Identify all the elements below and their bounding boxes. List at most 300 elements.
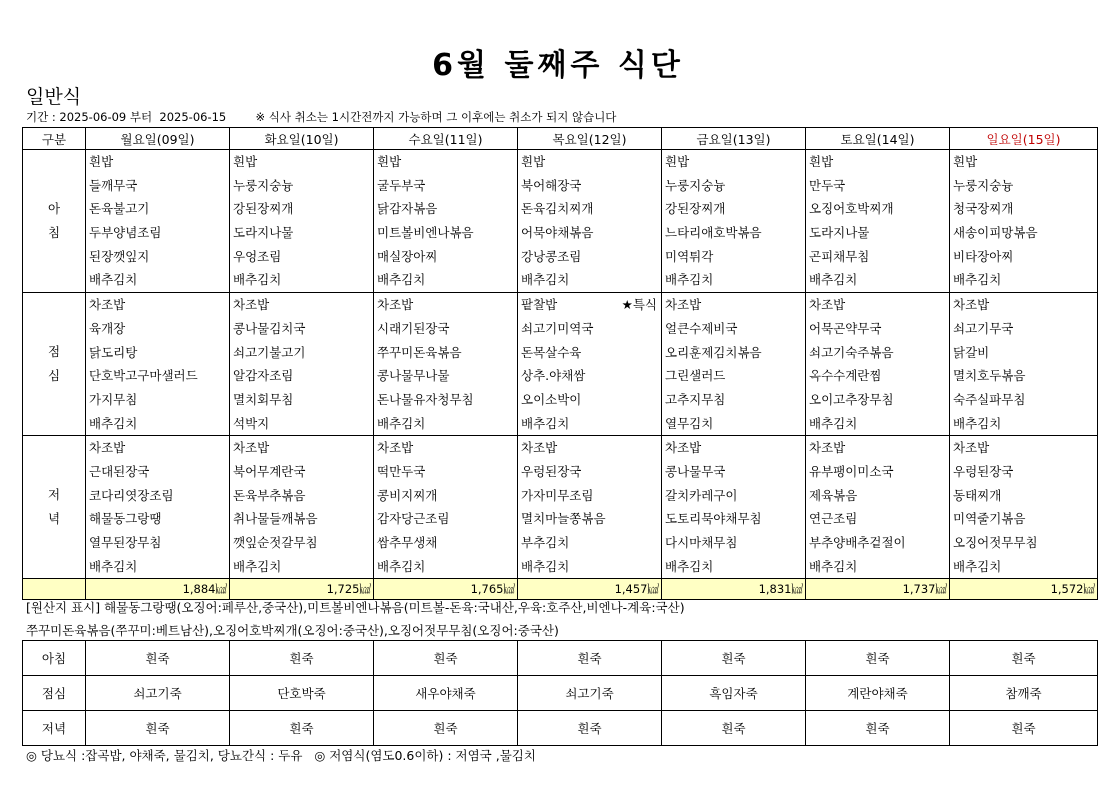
porridge-item: 흰죽 bbox=[374, 711, 518, 746]
menu-item bbox=[662, 555, 805, 579]
menu-item bbox=[806, 341, 949, 365]
porridge-table bbox=[22, 640, 1098, 746]
menu-item-text: 누룽지숭늉 bbox=[953, 177, 1014, 193]
menu-item bbox=[86, 364, 229, 388]
menu-item-text: 콩나물무국 bbox=[665, 463, 726, 479]
menu-item-text: 배추김치 bbox=[665, 272, 714, 288]
menu-item-text: 배추김치 bbox=[809, 272, 858, 288]
menu-item bbox=[950, 245, 1097, 269]
meal-label bbox=[23, 293, 86, 436]
menu-item-text: 배추김치 bbox=[809, 558, 858, 574]
header-day: 화요일(10일) bbox=[230, 128, 374, 150]
porridge-item: 새우야채죽 bbox=[374, 676, 518, 711]
menu-item bbox=[950, 174, 1097, 198]
menu-item bbox=[374, 388, 517, 412]
calorie-value: 1,831㎉ bbox=[662, 579, 806, 600]
menu-cell bbox=[662, 293, 806, 436]
header-day: 수요일(11일) bbox=[374, 128, 518, 150]
menu-item-text: 감자당근조림 bbox=[377, 511, 450, 527]
menu-item-text: 흰밥 bbox=[953, 154, 978, 169]
page-title: 6월 둘째주 식단 bbox=[432, 48, 684, 83]
menu-item bbox=[662, 317, 805, 341]
menu-item bbox=[374, 317, 517, 341]
menu-item-text: 어묵야채볶음 bbox=[521, 225, 594, 241]
menu-item-text: 흰밥 bbox=[89, 154, 114, 169]
menu-item-text: 쇠고기미역국 bbox=[521, 320, 594, 336]
menu-item-text: 다시마채무침 bbox=[665, 535, 738, 550]
menu-item-text: 시래기된장국 bbox=[377, 320, 450, 336]
meal-label bbox=[23, 150, 86, 293]
menu-item-text: 두부양념조림 bbox=[89, 225, 162, 241]
menu-item bbox=[950, 555, 1097, 579]
menu-item bbox=[950, 317, 1097, 341]
menu-item-text: 닭갈비 bbox=[953, 344, 990, 360]
menu-item bbox=[230, 268, 373, 292]
menu-item-text: 오이소박이 bbox=[521, 391, 582, 407]
porridge-meal-label: 점심 bbox=[23, 676, 86, 711]
menu-item bbox=[230, 341, 373, 365]
menu-cell bbox=[518, 436, 662, 579]
menu-item bbox=[662, 412, 805, 436]
menu-item-text: 상추.야채쌈 bbox=[521, 368, 586, 384]
menu-item bbox=[374, 174, 517, 198]
menu-item-text: 차조밥 bbox=[89, 297, 126, 313]
menu-cell bbox=[374, 293, 518, 436]
menu-item bbox=[662, 245, 805, 269]
menu-item-text: 열무된장무침 bbox=[89, 535, 162, 550]
header-day: 목요일(12일) bbox=[518, 128, 662, 150]
menu-item bbox=[230, 150, 373, 174]
menu-item-text: 강된장찌개 bbox=[665, 201, 726, 217]
origin-line-1: [원산지 표시] 해물동그랑땡(오징어:페루산,중국산),미트볼비엔나볶음(미트볼-돈육:국내산,우육:호주산,비엔나-계육:국산) bbox=[26, 600, 685, 615]
period-text: 기간 : 2025-06-09 부터 2025-06-15 bbox=[26, 110, 227, 124]
menu-item bbox=[806, 364, 949, 388]
menu-item-text: 느타리애호박볶음 bbox=[665, 225, 762, 241]
menu-item-text: 콩나물무나물 bbox=[377, 368, 450, 384]
menu-item-text: 배추김치 bbox=[665, 558, 714, 574]
menu-item bbox=[518, 293, 661, 317]
menu-item bbox=[806, 555, 949, 579]
porridge-meal-label: 저녁 bbox=[23, 711, 86, 746]
menu-item-text: 차조밥 bbox=[809, 297, 846, 313]
weekly-menu-table bbox=[22, 127, 1098, 600]
menu-item bbox=[86, 388, 229, 412]
menu-item-text: 알감자조림 bbox=[233, 368, 294, 384]
menu-item-text: 도라지나물 bbox=[233, 225, 294, 241]
menu-item-text: 오징어젓무무침 bbox=[953, 535, 1038, 550]
menu-item-text: 매실장아찌 bbox=[377, 248, 438, 264]
menu-item-text: 흰밥 bbox=[521, 154, 546, 169]
menu-item bbox=[662, 197, 805, 221]
menu-item-text: 돈나물유자청무침 bbox=[377, 391, 474, 407]
menu-item bbox=[662, 388, 805, 412]
menu-item-text: 석박지 bbox=[233, 415, 270, 431]
menu-item bbox=[86, 412, 229, 436]
menu-cell bbox=[230, 436, 374, 579]
menu-item-text: 곤피채무침 bbox=[809, 248, 870, 264]
menu-item bbox=[86, 317, 229, 341]
menu-item bbox=[518, 460, 661, 484]
menu-item-text: 도라지나물 bbox=[809, 225, 870, 241]
menu-item bbox=[374, 150, 517, 174]
menu-item-text: 들깨무국 bbox=[89, 177, 138, 193]
menu-item bbox=[374, 221, 517, 245]
menu-item-text: 쇠고기숙주볶음 bbox=[809, 344, 894, 360]
menu-item bbox=[518, 388, 661, 412]
menu-item bbox=[86, 245, 229, 269]
menu-item bbox=[518, 507, 661, 531]
menu-item bbox=[950, 221, 1097, 245]
meal-row bbox=[23, 150, 1098, 293]
menu-item bbox=[806, 436, 949, 460]
menu-item-text: 청국장찌개 bbox=[953, 201, 1014, 217]
menu-item-text: 미역줄기볶음 bbox=[953, 511, 1026, 527]
menu-item bbox=[806, 174, 949, 198]
menu-cell bbox=[374, 436, 518, 579]
menu-item bbox=[518, 317, 661, 341]
menu-item bbox=[86, 268, 229, 292]
menu-item bbox=[662, 341, 805, 365]
menu-cell bbox=[518, 150, 662, 293]
menu-item-text: 가지무침 bbox=[89, 391, 138, 407]
menu-item bbox=[950, 436, 1097, 460]
menu-item bbox=[374, 412, 517, 436]
menu-item-text: 숙주실파무침 bbox=[953, 391, 1026, 407]
menu-item bbox=[230, 507, 373, 531]
menu-item bbox=[374, 197, 517, 221]
menu-item-text: 콩나물김치국 bbox=[233, 320, 306, 336]
menu-item-text: 흰밥 bbox=[809, 154, 834, 169]
calorie-label bbox=[23, 579, 86, 600]
menu-item-text: 쌈추무생채 bbox=[377, 535, 438, 550]
menu-item bbox=[518, 268, 661, 292]
menu-item-text: 열무김치 bbox=[665, 415, 714, 431]
menu-item bbox=[374, 268, 517, 292]
menu-item-text: 차조밥 bbox=[953, 297, 990, 313]
menu-item bbox=[374, 341, 517, 365]
menu-item-text: 배추김치 bbox=[89, 415, 138, 431]
menu-item-text: 차조밥 bbox=[953, 440, 990, 456]
menu-item-text: 돈목살수육 bbox=[521, 344, 582, 360]
porridge-item: 흰죽 bbox=[950, 711, 1098, 746]
menu-item bbox=[806, 268, 949, 292]
meal-label-char: 점 bbox=[47, 344, 61, 360]
calorie-value: 1,737㎉ bbox=[806, 579, 950, 600]
porridge-item: 흰죽 bbox=[374, 641, 518, 676]
menu-item bbox=[950, 293, 1097, 317]
menu-item bbox=[518, 221, 661, 245]
menu-item bbox=[806, 484, 949, 508]
meal-label bbox=[23, 436, 86, 579]
menu-item bbox=[230, 364, 373, 388]
menu-item bbox=[86, 197, 229, 221]
porridge-item: 흰죽 bbox=[230, 711, 374, 746]
menu-cell bbox=[950, 150, 1098, 293]
menu-item bbox=[662, 150, 805, 174]
porridge-item: 흰죽 bbox=[230, 641, 374, 676]
menu-item bbox=[518, 174, 661, 198]
menu-item bbox=[86, 507, 229, 531]
menu-item-text: 미트볼비엔나볶음 bbox=[377, 225, 474, 241]
menu-cell bbox=[86, 436, 230, 579]
menu-item-text: 배추김치 bbox=[953, 272, 1002, 288]
menu-item-text: 흰밥 bbox=[665, 154, 690, 169]
menu-item bbox=[86, 555, 229, 579]
meal-label-char: 침 bbox=[47, 225, 61, 241]
menu-item bbox=[86, 341, 229, 365]
menu-item-text: 쭈꾸미돈육볶음 bbox=[377, 344, 462, 360]
menu-item-text: 코다리엿장조림 bbox=[89, 487, 174, 503]
menu-item bbox=[950, 364, 1097, 388]
menu-item bbox=[806, 388, 949, 412]
menu-item bbox=[374, 293, 517, 317]
porridge-row bbox=[23, 676, 1098, 711]
menu-item bbox=[86, 460, 229, 484]
menu-item-text: 오징어호박찌개 bbox=[809, 201, 894, 217]
menu-item-text: 배추김치 bbox=[233, 558, 282, 574]
menu-item-text: 흰밥 bbox=[233, 154, 258, 169]
menu-item-text: 미역튀각 bbox=[665, 248, 714, 264]
menu-item bbox=[518, 555, 661, 579]
menu-item-text: 새송이피망볶음 bbox=[953, 225, 1038, 241]
calorie-row bbox=[23, 579, 1098, 600]
menu-item bbox=[662, 364, 805, 388]
menu-cell bbox=[950, 293, 1098, 436]
menu-item-text: 연근조림 bbox=[809, 511, 858, 527]
menu-item-text: 동태찌개 bbox=[953, 487, 1002, 503]
menu-item-text: 팥찰밥 bbox=[521, 297, 558, 313]
menu-item-text: 갈치카레구이 bbox=[665, 487, 738, 503]
menu-item bbox=[230, 484, 373, 508]
menu-item bbox=[86, 436, 229, 460]
menu-type-label: 일반식 bbox=[26, 86, 82, 108]
menu-item bbox=[662, 460, 805, 484]
menu-item-text: 오이고추장무침 bbox=[809, 391, 894, 407]
menu-item-text: 고추지무침 bbox=[665, 391, 726, 407]
menu-item-text: 유부팽이미소국 bbox=[809, 463, 894, 479]
menu-item bbox=[662, 507, 805, 531]
menu-item-text: 가자미무조림 bbox=[521, 487, 594, 503]
menu-item bbox=[950, 460, 1097, 484]
menu-item bbox=[230, 531, 373, 555]
menu-item-text: 멸치회무침 bbox=[233, 391, 294, 407]
menu-item-text: 강된장찌개 bbox=[233, 201, 294, 217]
menu-item bbox=[374, 531, 517, 555]
menu-item bbox=[806, 245, 949, 269]
menu-item-text: 강낭콩조림 bbox=[521, 248, 582, 264]
porridge-row bbox=[23, 641, 1098, 676]
menu-item-text: 부추김치 bbox=[521, 535, 570, 550]
menu-item bbox=[518, 341, 661, 365]
menu-cell bbox=[518, 293, 662, 436]
menu-item-text: 쇠고기무국 bbox=[953, 320, 1014, 336]
menu-cell bbox=[806, 293, 950, 436]
porridge-item: 흰죽 bbox=[662, 641, 806, 676]
menu-item bbox=[950, 412, 1097, 436]
menu-item-text: 배추김치 bbox=[377, 558, 426, 574]
menu-item bbox=[950, 341, 1097, 365]
calorie-value: 1,457㎉ bbox=[518, 579, 662, 600]
menu-item bbox=[806, 507, 949, 531]
menu-item bbox=[86, 484, 229, 508]
menu-item bbox=[374, 555, 517, 579]
porridge-item: 단호박죽 bbox=[230, 676, 374, 711]
calorie-value: 1,725㎉ bbox=[230, 579, 374, 600]
menu-item bbox=[230, 412, 373, 436]
menu-item bbox=[518, 436, 661, 460]
header-row bbox=[23, 128, 1098, 150]
period-line bbox=[26, 109, 616, 125]
menu-item bbox=[806, 221, 949, 245]
menu-item-text: 차조밥 bbox=[233, 440, 270, 456]
menu-cell bbox=[950, 436, 1098, 579]
menu-item-text: 멸치호두볶음 bbox=[953, 368, 1026, 384]
menu-item-text: 차조밥 bbox=[377, 297, 414, 313]
menu-item-text: 배추김치 bbox=[521, 415, 570, 431]
menu-item bbox=[662, 268, 805, 292]
porridge-item: 흑임자죽 bbox=[662, 676, 806, 711]
menu-item-text: 차조밥 bbox=[521, 440, 558, 456]
menu-item bbox=[86, 293, 229, 317]
menu-cell bbox=[806, 150, 950, 293]
menu-item-text: 차조밥 bbox=[89, 440, 126, 456]
menu-item-text: 닭감자볶음 bbox=[377, 201, 438, 217]
porridge-item: 계란야채죽 bbox=[806, 676, 950, 711]
calorie-value: 1,572㎉ bbox=[950, 579, 1098, 600]
menu-item-text: 배추김치 bbox=[953, 558, 1002, 574]
menu-item bbox=[806, 531, 949, 555]
menu-item-text: 돈육김치찌개 bbox=[521, 201, 594, 217]
menu-item bbox=[662, 531, 805, 555]
menu-item-text: 차조밥 bbox=[377, 440, 414, 456]
menu-item-text: 차조밥 bbox=[665, 440, 702, 456]
menu-item-text: 우엉조림 bbox=[233, 248, 282, 264]
menu-item bbox=[374, 436, 517, 460]
menu-item bbox=[518, 484, 661, 508]
menu-item-text: 배추김치 bbox=[521, 558, 570, 574]
cancel-notice: ※ 식사 취소는 1시간전까지 가능하며 그 이후에는 취소가 되지 않습니다 bbox=[255, 110, 617, 124]
menu-item bbox=[518, 150, 661, 174]
menu-item bbox=[950, 197, 1097, 221]
menu-item bbox=[230, 245, 373, 269]
menu-item-text: 누룽지숭늉 bbox=[233, 177, 294, 193]
menu-item bbox=[806, 460, 949, 484]
header-day: 토요일(14일) bbox=[806, 128, 950, 150]
menu-item bbox=[230, 388, 373, 412]
menu-item-text: 된장깻잎지 bbox=[89, 248, 150, 264]
porridge-item: 쇠고기죽 bbox=[86, 676, 230, 711]
menu-item bbox=[230, 174, 373, 198]
menu-item bbox=[230, 317, 373, 341]
menu-item bbox=[374, 364, 517, 388]
menu-item-text: 차조밥 bbox=[233, 297, 270, 313]
menu-item-text: 단호박고구마샐러드 bbox=[89, 368, 198, 384]
porridge-item: 흰죽 bbox=[518, 641, 662, 676]
menu-cell bbox=[230, 293, 374, 436]
menu-item-text: 배추김치 bbox=[953, 415, 1002, 431]
porridge-item: 흰죽 bbox=[662, 711, 806, 746]
menu-item bbox=[518, 364, 661, 388]
porridge-item: 흰죽 bbox=[950, 641, 1098, 676]
menu-item-text: 배추김치 bbox=[521, 272, 570, 288]
menu-item-text: 우렁된장국 bbox=[953, 463, 1014, 479]
menu-item-text: 우렁된장국 bbox=[521, 463, 582, 479]
menu-item bbox=[230, 197, 373, 221]
menu-item-text: 누룽지숭늉 bbox=[665, 177, 726, 193]
meal-label-char: 녁 bbox=[47, 511, 61, 527]
porridge-row bbox=[23, 711, 1098, 746]
header-day: 월요일(09일) bbox=[86, 128, 230, 150]
menu-item-text: 육개장 bbox=[89, 320, 126, 336]
menu-item bbox=[662, 436, 805, 460]
menu-item-text: 만두국 bbox=[809, 177, 846, 193]
menu-item-text: 비타장아찌 bbox=[953, 248, 1014, 264]
menu-item bbox=[806, 317, 949, 341]
menu-item-text: 차조밥 bbox=[809, 440, 846, 456]
porridge-item: 흰죽 bbox=[86, 711, 230, 746]
menu-cell bbox=[230, 150, 374, 293]
header-category: 구분 bbox=[23, 128, 86, 150]
menu-item bbox=[86, 150, 229, 174]
menu-item-text: 근대된장국 bbox=[89, 463, 150, 479]
menu-item-text: 해물동그랑땡 bbox=[89, 511, 162, 527]
menu-item-text: 어묵곤약무국 bbox=[809, 320, 882, 336]
menu-item-text: 깻잎순젓갈무침 bbox=[233, 535, 318, 550]
menu-item bbox=[86, 221, 229, 245]
menu-item-text: 그린샐러드 bbox=[665, 368, 726, 384]
menu-cell bbox=[806, 436, 950, 579]
menu-item-text: 배추김치 bbox=[377, 415, 426, 431]
menu-item-text: 배추김치 bbox=[89, 558, 138, 574]
menu-item bbox=[950, 507, 1097, 531]
menu-item-text: 흰밥 bbox=[377, 154, 402, 169]
menu-item-text: 굴두부국 bbox=[377, 177, 426, 193]
meal-label-char: 저 bbox=[47, 487, 61, 503]
porridge-item: 참깨죽 bbox=[950, 676, 1098, 711]
menu-item bbox=[806, 197, 949, 221]
menu-item bbox=[950, 531, 1097, 555]
menu-item bbox=[662, 221, 805, 245]
menu-cell bbox=[662, 150, 806, 293]
menu-item-text: 제육볶음 bbox=[809, 487, 858, 503]
porridge-item: 쇠고기죽 bbox=[518, 676, 662, 711]
menu-item bbox=[950, 150, 1097, 174]
calorie-value: 1,884㎉ bbox=[86, 579, 230, 600]
origin-line-2: 쭈꾸미돈육볶음(쭈꾸미:베트남산),오징어호박찌개(오징어:중국산),오징어젓무무침(오징어:중국산) bbox=[26, 623, 559, 638]
menu-item bbox=[518, 197, 661, 221]
porridge-item: 흰죽 bbox=[806, 641, 950, 676]
menu-item bbox=[806, 150, 949, 174]
menu-item-text: 배추김치 bbox=[809, 415, 858, 431]
menu-item bbox=[230, 436, 373, 460]
menu-item-text: 도토리묵야채무침 bbox=[665, 511, 762, 527]
header-day: 금요일(13일) bbox=[662, 128, 806, 150]
menu-item bbox=[950, 484, 1097, 508]
menu-cell bbox=[662, 436, 806, 579]
menu-item bbox=[950, 268, 1097, 292]
menu-item-text: 떡만두국 bbox=[377, 463, 426, 479]
menu-cell bbox=[86, 150, 230, 293]
menu-item-text: 돈육불고기 bbox=[89, 201, 150, 217]
menu-item-text: 얼큰수제비국 bbox=[665, 320, 738, 336]
menu-item bbox=[662, 174, 805, 198]
meal-label-char: 심 bbox=[47, 368, 61, 384]
menu-item-text: 취나물들깨볶음 bbox=[233, 511, 318, 527]
menu-item-text: 멸치마늘쫑볶음 bbox=[521, 511, 606, 527]
diet-note: ◎ 당뇨식 :잡곡밥, 야채죽, 물김치, 당뇨간식 : 두유 ◎ 저염식(염도0.6이하) : 저염국 ,물김치 bbox=[26, 748, 536, 763]
menu-item-text: 배추김치 bbox=[377, 272, 426, 288]
menu-item-text: 돈육부추볶음 bbox=[233, 487, 306, 503]
